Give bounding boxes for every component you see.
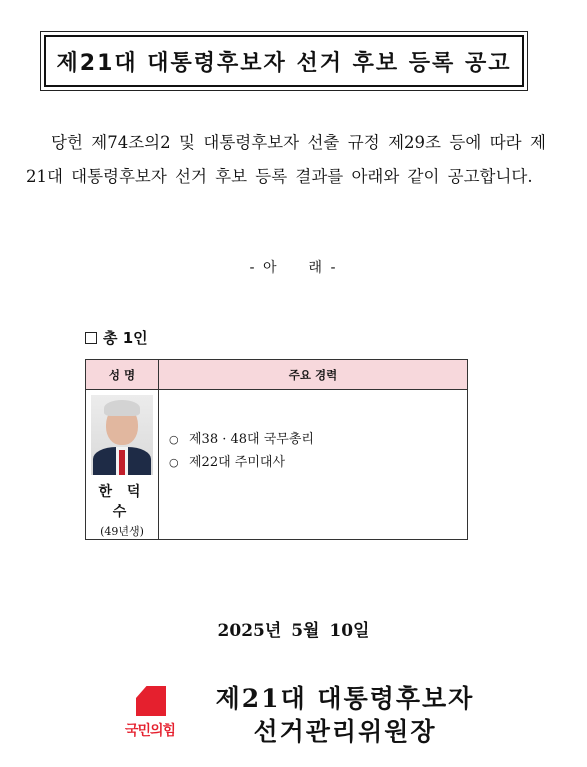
candidate-name: 한 덕 수: [98, 484, 146, 520]
table-row: [86, 390, 468, 540]
committee-line-1: 제21대 대통령후보자: [215, 684, 475, 713]
header-name: 성 명: [86, 360, 159, 390]
below-heading: [0, 257, 587, 277]
candidate-cell: [86, 390, 159, 540]
party-logo-icon: [136, 686, 166, 716]
circle-bullet-icon: ○: [169, 433, 179, 446]
committee-signature: [205, 682, 485, 748]
committee-line-2: 선거관리위원장: [253, 717, 437, 746]
candidate-birth: (49년생): [100, 525, 144, 538]
career-item: 제22대 주미대사: [189, 455, 286, 470]
career-list: [159, 390, 467, 474]
total-count: [85, 327, 148, 348]
notice-date: 2025년 5월 10일: [217, 621, 370, 641]
checkbox-icon: [85, 332, 97, 344]
table-header-row: [86, 360, 468, 390]
header-career: 주요 경력: [159, 360, 468, 390]
candidate-table: [85, 359, 468, 540]
career-item: 제38 · 48대 국무총리: [189, 432, 314, 447]
career-cell: [159, 390, 468, 540]
list-item: [169, 428, 467, 451]
notice-body: 당헌 제74조의2 및 대통령후보자 선출 규정 제29조 등에 따라 제21대 대통령후보자 선거 후보 등록 결과를 아래와 같이 공고합니다.: [26, 133, 546, 186]
below-heading-right: 래 -: [308, 260, 338, 276]
notice-title: 제21대 대통령후보자 선거 후보 등록 공고: [44, 35, 524, 87]
total-count-label: 총 1인: [103, 329, 148, 347]
party-name: 국민의힘: [124, 723, 176, 739]
list-item: [169, 451, 467, 474]
below-heading-left: - 아: [249, 260, 279, 276]
notice-title-box: [40, 31, 528, 91]
circle-bullet-icon: ○: [169, 456, 179, 469]
candidate-photo: [91, 395, 153, 475]
party-logo: [112, 686, 188, 744]
